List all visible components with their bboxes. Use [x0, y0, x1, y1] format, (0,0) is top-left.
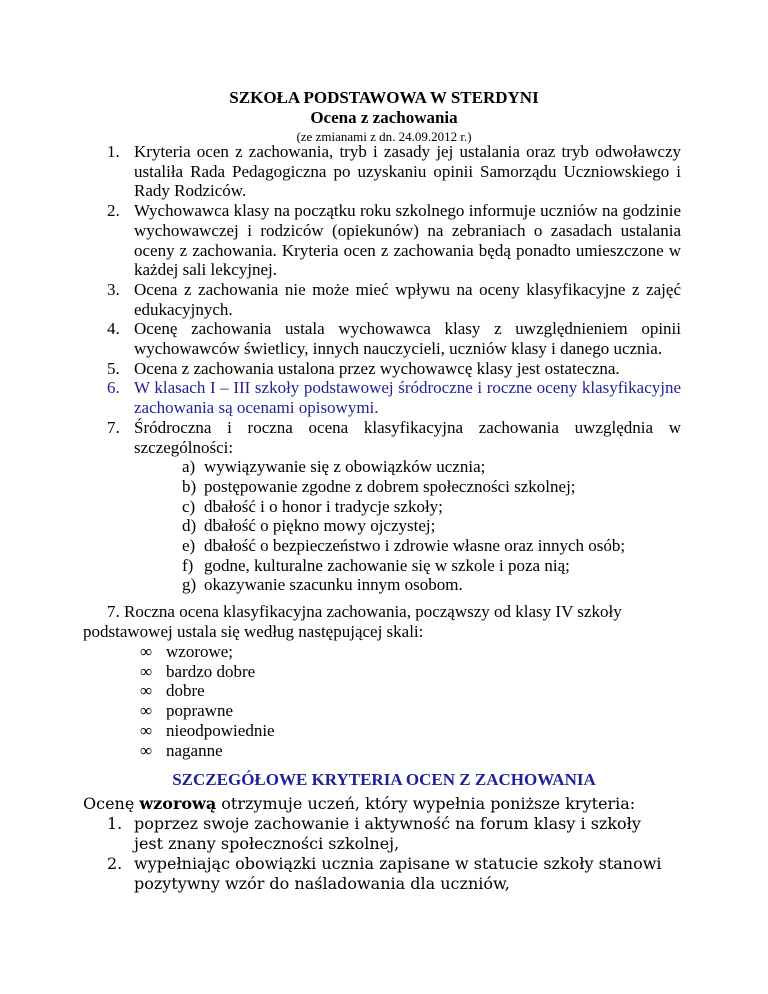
grade-item: ∞ wzorowe;: [140, 642, 234, 661]
sub-list-item: f) godne, kulturalne zachowanie się w szkole i poza nią;: [182, 555, 570, 575]
list-item: 1. Kryteria ocen z zachowania, tryb i zasady jej ustalania oraz tryb odwoławczy ustaliła Rada Pedagogiczna po uzyskaniu opinii Samorządu Uczniowskiego i Rady Rodziców.: [107, 142, 681, 201]
document-header: [0, 88, 768, 146]
scale-paragraph: [83, 602, 681, 641]
infinity-bullet-icon: ∞: [140, 681, 153, 701]
grade-name: wzorową: [139, 794, 217, 813]
infinity-bullet-icon: ∞: [140, 720, 153, 740]
infinity-bullet-icon: ∞: [140, 740, 153, 760]
sub-list: [134, 457, 681, 595]
grade-item: ∞ nieodpowiednie: [140, 720, 275, 740]
list-item: 4. Ocenę zachowania ustala wychowawca klasy z uwzględnieniem opinii wychowawców świetlicy, innych nauczycieli, uczniów klasy i danego ucznia.: [107, 319, 681, 359]
school-title: SZKOŁA PODSTAWOWA W STERDYNI: [229, 88, 539, 107]
criteria-intro: Ocenę wzorową otrzymuje uczeń, który wypełnia poniższe kryteria:: [83, 794, 636, 813]
list-item: 7. Śródroczna i roczna ocena klasyfikacyjna zachowania uwzględnia w szczególności: a) wywiązywanie się z obowiązków ucznia; b) postępowanie zgodne z dobrem społeczności szkolnej; c) dbałość i o honor i tradycje szkoły; d) dbałość o piękno mowy ojczystej; e) dbałość o bezpieczeństwo i zdrowie własne oraz innych osób; f) godne, kulturalne zachowanie się w szkole i poza nią; g) okazywanie szacunku innym osobom.: [107, 417, 681, 595]
document-subtitle: Ocena z zachowania: [310, 108, 458, 127]
grade-item: ∞ bardzo dobre: [140, 661, 256, 681]
infinity-bullet-icon: ∞: [140, 701, 153, 721]
list-item: 3. Ocena z zachowania nie może mieć wpływu na oceny klasyfikacyjne z zajęć edukacyjnych.: [107, 279, 681, 319]
amendment-note: (ze zmianami z dn. 24.09.2012 r.): [296, 129, 472, 144]
rules-list: [107, 142, 681, 595]
infinity-bullet-icon: ∞: [140, 642, 153, 661]
sub-list-item: g) okazywanie szacunku innym osobom.: [182, 575, 463, 595]
criteria-item: 1. poprzez swoje zachowanie i aktywność na forum klasy i szkoły jest znany społeczności szkolnej,: [107, 814, 641, 853]
list-item: 2. Wychowawca klasy na początku roku szkolnego informuje uczniów na godzinie wychowawczej i rodziców (opiekunów) na zebraniach o zasadach ustalania oceny z zachowania. Kryteria ocen z zachowania będą ponadto umieszczone w każdej sali lekcyjnej.: [107, 201, 681, 280]
sub-list-item: b) postępowanie zgodne z dobrem społeczności szkolnej;: [182, 476, 576, 496]
grade-scale-list: [140, 642, 275, 760]
criteria-item: 2. wypełniając obowiązki ucznia zapisane w statucie szkoły stanowi pozytywny wzór do naśladowania dla uczniów,: [107, 854, 662, 893]
grade-item: ∞ naganne: [140, 740, 223, 760]
sub-list-item: a) wywiązywanie się z obowiązków ucznia;: [182, 457, 486, 477]
criteria-list: [107, 814, 667, 894]
grade-item: ∞ poprawne: [140, 701, 234, 721]
sub-list-item: d) dbałość o piękno mowy ojczystej;: [182, 516, 436, 536]
criteria-section-title: SZCZEGÓŁOWE KRYTERIA OCEN Z ZACHOWANIA: [172, 770, 596, 789]
infinity-bullet-icon: ∞: [140, 661, 153, 681]
list-item: 5. Ocena z zachowania ustalona przez wychowawcę klasy jest ostateczna.: [107, 358, 620, 378]
list-item-highlighted: 6. W klasach I – III szkoły podstawowej śródroczne i roczne oceny klasyfikacyjne zachowania są ocenami opisowymi.: [107, 378, 681, 418]
sub-list-item: c) dbałość i o honor i tradycje szkoły;: [182, 496, 443, 516]
grade-item: ∞ dobre: [140, 681, 205, 701]
sub-list-item: e) dbałość o bezpieczeństwo i zdrowie własne oraz innych osób;: [182, 536, 626, 556]
scale-paragraph-line1: 7. Roczna ocena klasyfikacyjna zachowania, począwszy od klasy IV szkoły: [107, 602, 622, 621]
scale-paragraph-line2: podstawowej ustala się według następującej skali:: [83, 621, 424, 641]
